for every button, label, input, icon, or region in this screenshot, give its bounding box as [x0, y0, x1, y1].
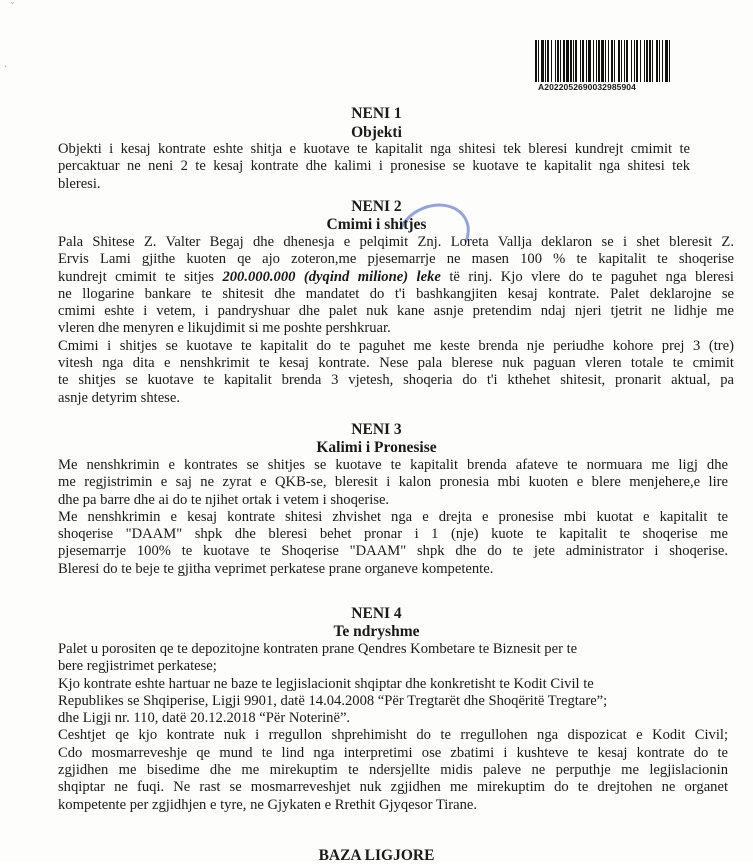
text-line: Me nenshkrimin e kontrates se shitjes se kuotave te kapitalit brenda afateve te normuara me ligj dhe [58, 457, 728, 473]
text-line: ne llogarine bankare te shitesit dhe mandatet do t'i bashkangjiten kesaj kontrate. Palet deklarojne se [58, 285, 734, 302]
section-1-subheading: Objekti [351, 124, 402, 141]
text-line: Kjo kontrate eshte hartuar ne baze te legjislacionit shqiptar dhe konkretisht te Kodit Civil te [58, 675, 594, 692]
barcode [535, 40, 740, 82]
text-line: me regjistrimin e saj ne zyrat e QKB-se, bleresit i kalon pronesia mbi kuoten e blere menjehere,e lire [58, 474, 728, 491]
text-line: dhe Ligji nr. 110, datë 20.12.2018 “Për Noterinë”. [58, 710, 351, 727]
text-line: Ervis Lami gjithe kuoten qe ajo zoteron,me pjesemarrje ne masen 100 % te kapitalit te shoqerise [58, 251, 734, 268]
text-line: Palet u porositen qe te depozitojne kontraten prane Qendres Kombetare te Biznesit per te [58, 641, 578, 657]
section-4-subheading: Te ndryshme [333, 623, 420, 640]
text-line: Objekti i kesaj kontrate eshte shitja e kuotave te kapitalit nga shitesi tek bleresi kundrejt cmimit te [58, 141, 690, 157]
text-line: Ceshtjet qe kjo kontrate nuk i rregullon shprehimisht do te rregullohen nga dispozicat e Kodit Civil; [58, 727, 728, 744]
section-1-body [58, 141, 690, 193]
section-2-subheading: Cmimi i shitjes [326, 216, 427, 233]
text-line: percaktuar ne neni 2 te kesaj kontrate dhe kalimi i pronesise se kuotave te kapitalit nga shitesi tek [58, 158, 690, 175]
text-line: bleresi. [58, 175, 101, 192]
section-3-heading: NENI 3 [351, 421, 402, 438]
section-3-subheading: Kalimi i Pronesise [316, 439, 437, 456]
text-line: Me nenshkrimin e kesaj kontrate shitesi zhvishet nga e drejta e pronesise mbi kuotat e kapitalit te [58, 508, 728, 525]
text-line: zgjidhen me bisedime dhe me mirekuptim te ndersjellte midis paleve ne perputhje me legjislacionin [58, 762, 728, 779]
scan-speck: ˇ [10, 2, 15, 13]
section-4-heading: NENI 4 [351, 605, 402, 622]
price-amount: 200.000.000 (dyqind milione) leke [222, 268, 441, 285]
section-1-heading: NENI 1 [351, 105, 402, 122]
text-line: bere regjistrimet perkatese; [58, 658, 217, 675]
section-3-body [58, 457, 728, 578]
text-line: vleren dhe menyren e likujdimit si me poshte pershkruar. [58, 320, 391, 337]
text-line: kompetente per zgjidhjen e tyre, ne Gjykaten e Rrethit Gjyqesor Tirane. [58, 796, 478, 813]
text-line: pjesemarrje 100% te kuotave te Shoqerise "DAAM" shpk dhe do te jete administrator i shoqerise. [58, 543, 728, 560]
text-line: Bleresi do te beje te gjitha veprimet perkatese prane organeve kompetente. [58, 560, 494, 577]
section-2-body [58, 234, 734, 407]
text-line: shqiptar ne fuqi. Ne rast se mosmarreveshjet nuk zgjidhen me mirekuptim do te drejtohen ne organet [58, 779, 728, 796]
text-line: dhe pa barre dhe ai do te njihet ortak i vetem i shoqerise. [58, 491, 390, 508]
text-line: vitesh nga dita e nenshkrimit te kesaj kontrate. Nese pala blerese nuk paguan vleren totale te cmimit [58, 355, 734, 372]
text-line: shoqerise "DAAM" shpk dhe bleresi behet pronar i 1 (nje) kuote te kapitalit te shoqerise me [58, 526, 728, 543]
text-line: Pala Shitese Z. Valter Begaj dhe dhenesja e pelqimit Znj. Loreta Vallja deklaron se i shet bleresit Z. [58, 234, 734, 250]
scan-speck: · [4, 62, 8, 73]
text-line: asnje detyrim shtese. [58, 389, 180, 406]
text-line: te shitjes se kuotave te kapitalit brenda 3 vjetesh, shoqeria do t'i kthehet shitesit, pronarit aktual, pa [58, 372, 734, 389]
text-line: Cmimi i shitjes se kuotave te kapitalit do te paguhet me keste brenda nje periudhe kohore prej 3 (tre) [58, 337, 734, 354]
text-line-price: kundrejt cmimit te sitjes 200.000.000 (dyqind milione) leke të rinj. Kjo vlere do te paguhet nga bleresi [58, 268, 734, 285]
section-2-heading: NENI 2 [351, 198, 402, 215]
footer-heading: BAZA LIGJORE [318, 847, 435, 864]
text-line: cmimi eshte i vetem, i pandryshuar dhe palet nuk kane asnje pretendim ndaj njeri tjetrit ne lidhje me [58, 303, 734, 320]
section-4-body [58, 641, 728, 814]
text-line: Cdo mosmarreveshje qe mund te lind nga interpretimi ose zbatimi i kushteve te kesaj kontrate do te [58, 744, 728, 761]
barcode-bar [670, 40, 672, 82]
barcode-number: A2022052690032985904 [538, 82, 636, 92]
text-line: Republikes se Shqiperise, Ligji 9901, datë 14.04.2008 “Për Tregtarët dhe Shoqëritë Tregtare”; [58, 692, 608, 709]
